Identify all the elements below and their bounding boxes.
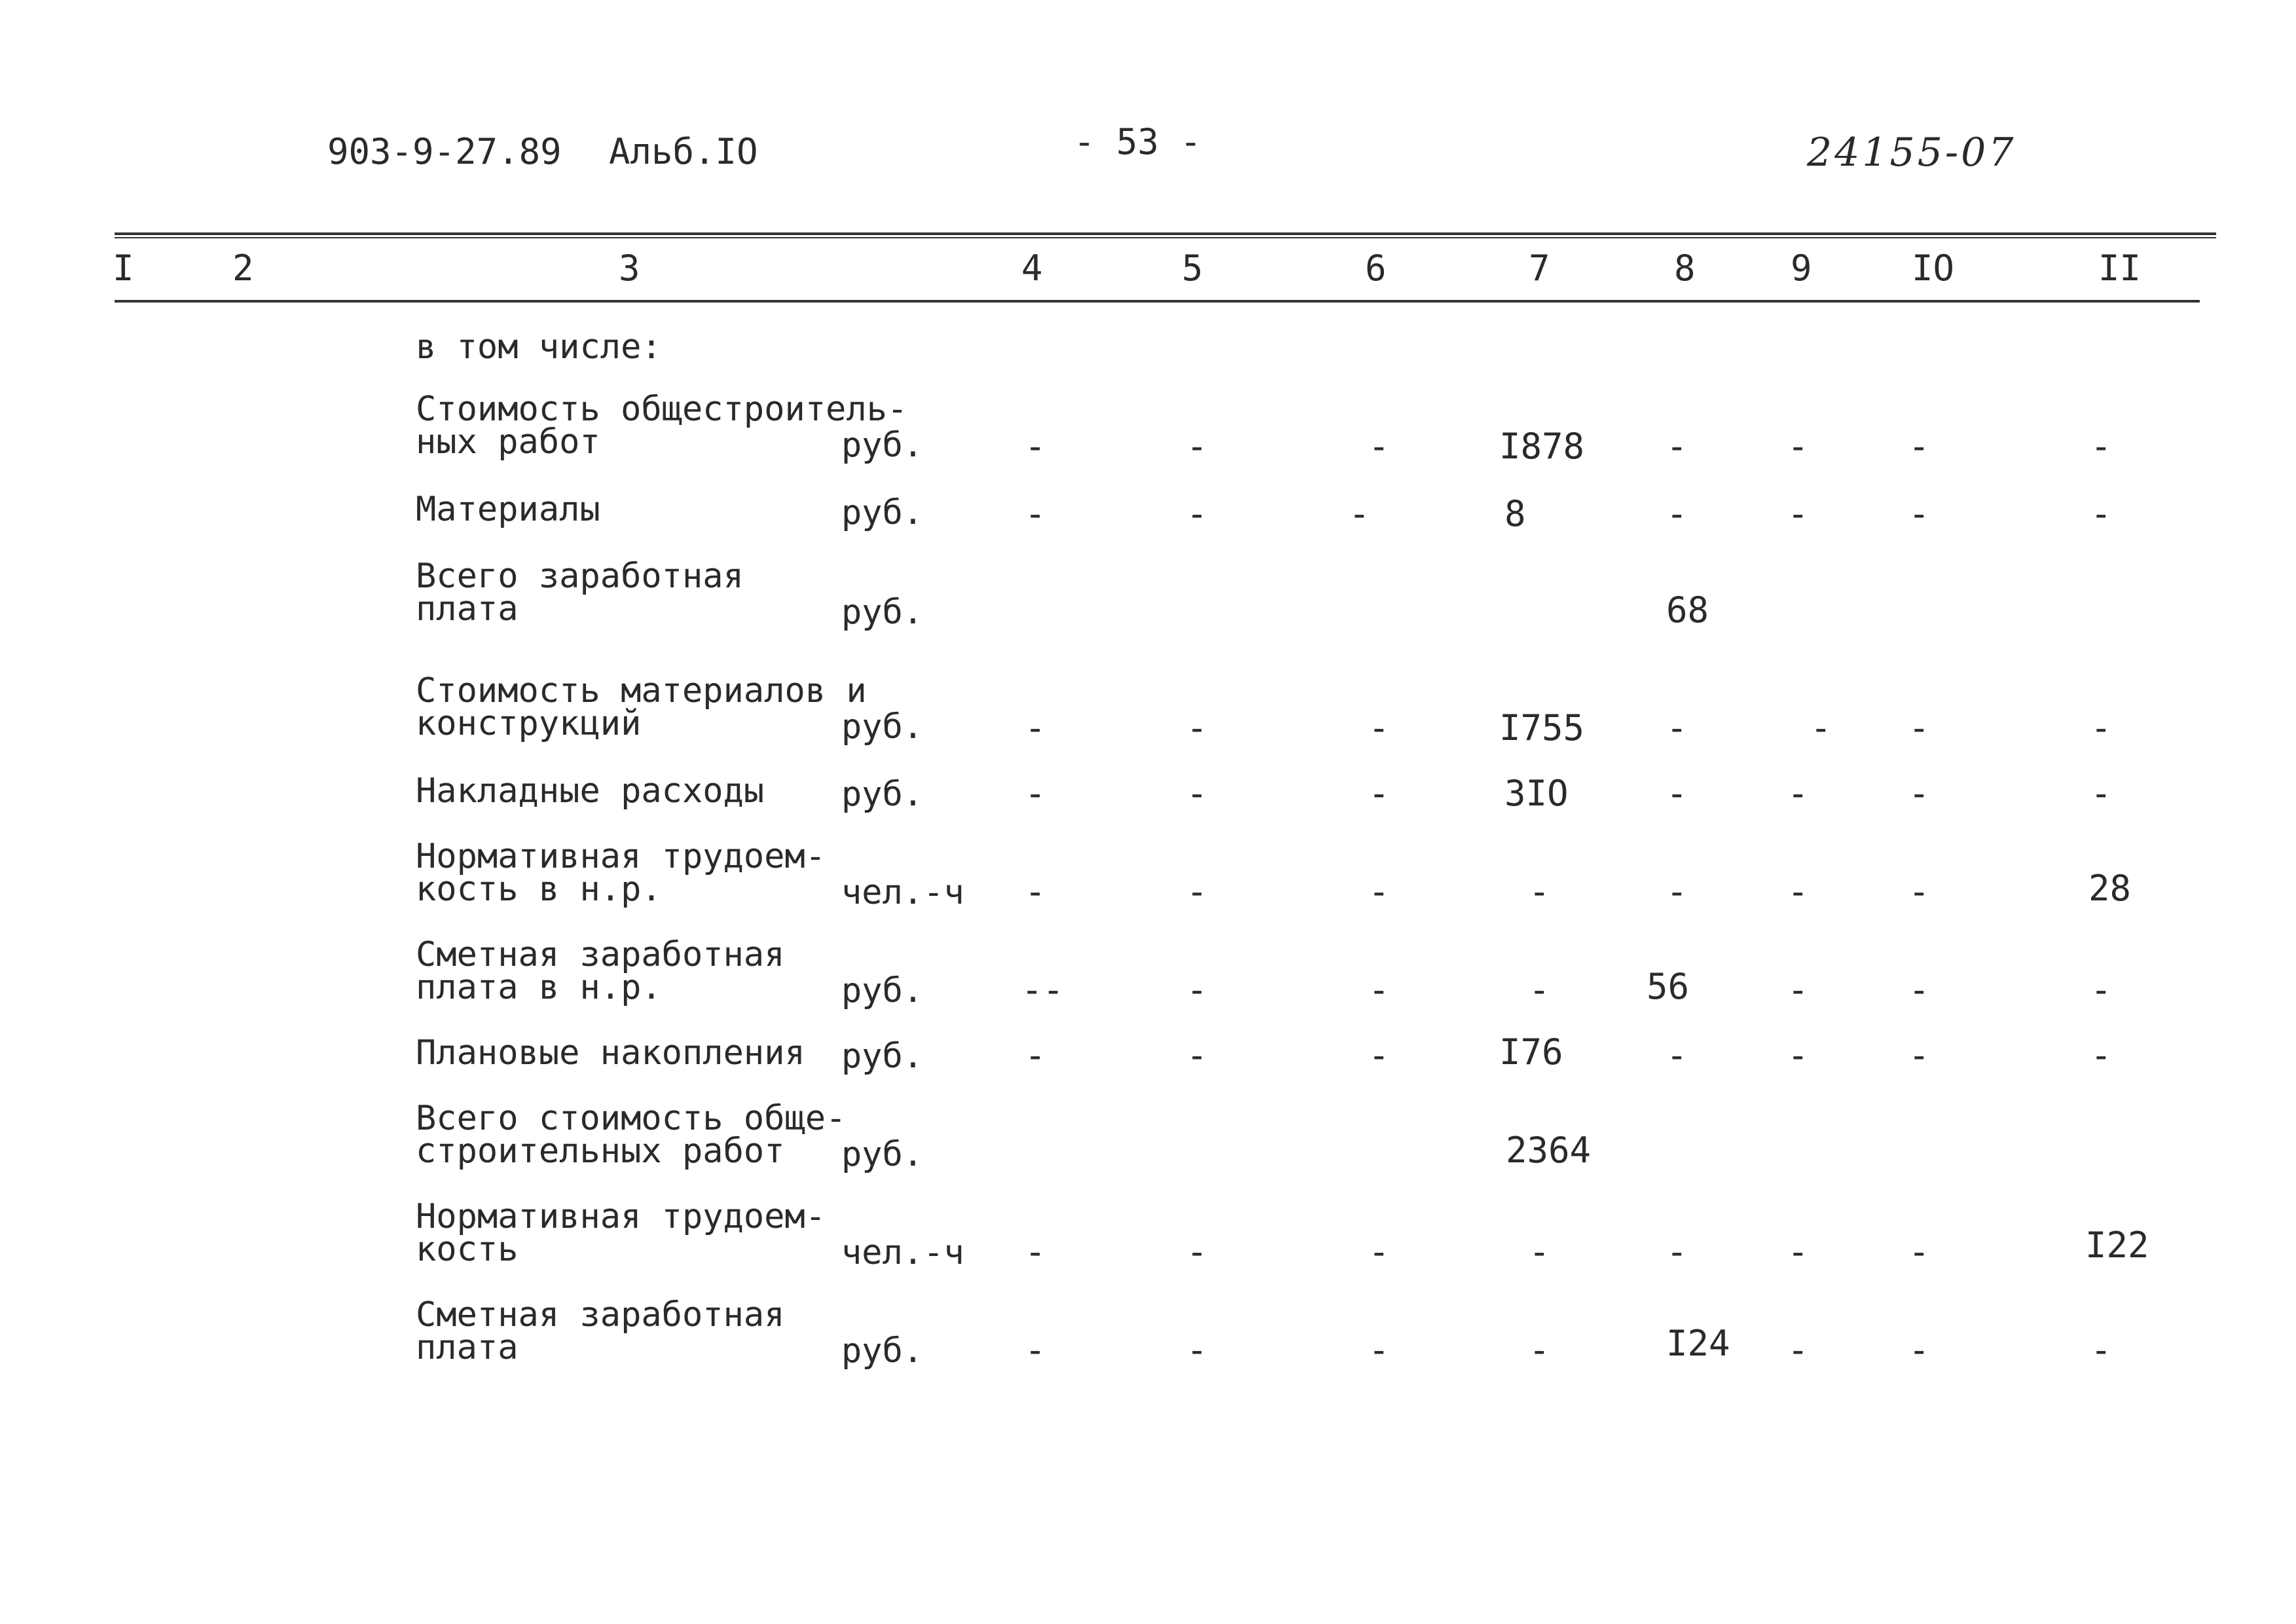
table-cell: - <box>1025 773 1046 814</box>
table-cell: - <box>1908 1035 1930 1076</box>
row-unit: руб. <box>841 1037 924 1076</box>
table-cell: - <box>1368 1035 1390 1076</box>
table-cell: - <box>1908 493 1930 534</box>
table-cell: - <box>1787 1231 1809 1272</box>
document-code: 903-9-27.89 <box>327 131 562 172</box>
column-number: 7 <box>1529 248 1550 289</box>
row-label: Нормативная трудоем- <box>416 837 826 876</box>
table-cell: - <box>1908 707 1930 748</box>
row-unit: руб. <box>841 426 924 465</box>
row-label: плата в н.р. <box>416 968 662 1007</box>
table-cell: 68 <box>1666 589 1709 631</box>
row-label: конструкций <box>416 704 642 743</box>
table-cell: - <box>1908 773 1930 814</box>
table-cell: - <box>1025 871 1046 912</box>
table-cell: I878 <box>1499 426 1585 467</box>
row-unit: руб. <box>841 1135 924 1174</box>
album-number: Альб.IO <box>609 131 758 172</box>
table-cell: - <box>1025 707 1046 748</box>
table-cell: - <box>1908 426 1930 467</box>
row-label: строительных работ <box>416 1132 785 1171</box>
page-number: - 53 - <box>1074 121 1202 162</box>
table-cell: - <box>1810 707 1832 748</box>
table-cell: - <box>1025 1329 1046 1371</box>
table-cell: - <box>1787 969 1809 1010</box>
column-number: 3 <box>619 248 640 289</box>
table-cell: - <box>1025 1035 1046 1076</box>
table-cell: - <box>2090 426 2112 467</box>
table-cell: - <box>1787 773 1809 814</box>
top-rule-thin <box>115 237 2216 238</box>
row-label: Стоимость материалов и <box>416 671 867 710</box>
table-cell: - <box>1186 773 1208 814</box>
column-number: 4 <box>1021 248 1043 289</box>
table-cell: - <box>1186 969 1208 1010</box>
row-unit: руб. <box>841 593 924 632</box>
row-label: Плановые накопления <box>416 1033 805 1073</box>
table-cell: - <box>1908 969 1930 1010</box>
row-label: плата <box>416 1328 519 1367</box>
table-cell: - <box>1025 426 1046 467</box>
table-cell: - <box>2090 1035 2112 1076</box>
table-cell: -- <box>1021 969 1065 1010</box>
table-cell: - <box>1025 1231 1046 1272</box>
table-cell: 28 <box>2088 868 2132 909</box>
column-number: 6 <box>1365 248 1387 289</box>
table-cell: - <box>2090 493 2112 534</box>
row-label: Стоимость общестроитель- <box>416 390 908 429</box>
column-number: 2 <box>232 248 254 289</box>
row-label: Сметная заработная <box>416 935 785 974</box>
table-cell: - <box>1186 493 1208 534</box>
table-cell: - <box>1529 1329 1550 1371</box>
section-title: в том числе: <box>416 327 662 367</box>
table-cell: - <box>1349 493 1370 534</box>
table-cell: - <box>2090 1329 2112 1371</box>
table-cell: - <box>1908 1231 1930 1272</box>
row-unit: руб. <box>841 493 924 532</box>
row-unit: руб. <box>841 971 924 1010</box>
table-cell: - <box>1666 493 1688 534</box>
table-cell: 2364 <box>1506 1130 1592 1171</box>
row-label: плата <box>416 589 519 629</box>
column-number: IO <box>1912 248 1955 289</box>
table-cell: - <box>1666 773 1688 814</box>
table-cell: - <box>1186 871 1208 912</box>
table-cell: - <box>1186 1329 1208 1371</box>
table-cell: - <box>1368 1231 1390 1272</box>
column-number: 9 <box>1791 248 1812 289</box>
row-label: Накладные расходы <box>416 771 765 811</box>
row-unit: руб. <box>841 1331 924 1371</box>
row-label: кость <box>416 1230 519 1269</box>
table-cell: - <box>1787 1035 1809 1076</box>
table-cell: - <box>1186 1035 1208 1076</box>
table-cell: I24 <box>1666 1323 1730 1364</box>
table-cell: - <box>1368 1329 1390 1371</box>
table-cell: 56 <box>1647 966 1690 1007</box>
row-unit: руб. <box>841 707 924 747</box>
table-cell: I755 <box>1499 707 1585 748</box>
table-cell: I22 <box>2085 1225 2149 1266</box>
table-cell: - <box>2090 773 2112 814</box>
top-rule <box>115 232 2216 235</box>
table-cell: - <box>1787 1329 1809 1371</box>
row-label: Нормативная трудоем- <box>416 1197 826 1236</box>
handwritten-code: 24155-07 <box>1807 130 2016 175</box>
column-number: 8 <box>1674 248 1696 289</box>
column-number: II <box>2098 248 2141 289</box>
table-cell: I76 <box>1499 1031 1563 1073</box>
row-label: Материалы <box>416 490 600 529</box>
table-cell: - <box>1368 969 1390 1010</box>
table-cell: - <box>1666 871 1688 912</box>
table-cell: - <box>1529 871 1550 912</box>
row-unit: чел.-ч <box>841 873 964 912</box>
header-bottom-rule <box>115 300 2200 303</box>
table-cell: - <box>1666 1035 1688 1076</box>
row-unit: чел.-ч <box>841 1233 964 1272</box>
row-label: Всего стоимость обще- <box>416 1099 847 1138</box>
table-cell: - <box>2090 707 2112 748</box>
table-cell: - <box>1529 969 1550 1010</box>
table-cell: - <box>1666 707 1688 748</box>
table-cell: - <box>1787 426 1809 467</box>
table-cell: 8 <box>1504 493 1526 534</box>
table-cell: - <box>1186 1231 1208 1272</box>
table-cell: - <box>1025 493 1046 534</box>
table-cell: - <box>1666 426 1688 467</box>
table-cell: - <box>1368 426 1390 467</box>
column-number: I <box>113 248 134 289</box>
table-cell: - <box>1368 707 1390 748</box>
column-number: 5 <box>1182 248 1203 289</box>
table-cell: - <box>1368 871 1390 912</box>
row-unit: руб. <box>841 775 924 814</box>
table-cell: - <box>1787 871 1809 912</box>
row-label: ных работ <box>416 422 600 462</box>
table-cell: 3IO <box>1504 773 1569 814</box>
table-cell: - <box>1186 426 1208 467</box>
table-cell: - <box>1368 773 1390 814</box>
table-cell: - <box>1186 707 1208 748</box>
table-cell: - <box>1908 1329 1930 1371</box>
row-label: Всего заработная <box>416 557 744 596</box>
table-cell: - <box>1529 1231 1550 1272</box>
row-label: Сметная заработная <box>416 1295 785 1335</box>
table-cell: - <box>1666 1231 1688 1272</box>
table-cell: - <box>2090 969 2112 1010</box>
row-label: кость в н.р. <box>416 870 662 909</box>
table-cell: - <box>1787 493 1809 534</box>
table-cell: - <box>1908 871 1930 912</box>
